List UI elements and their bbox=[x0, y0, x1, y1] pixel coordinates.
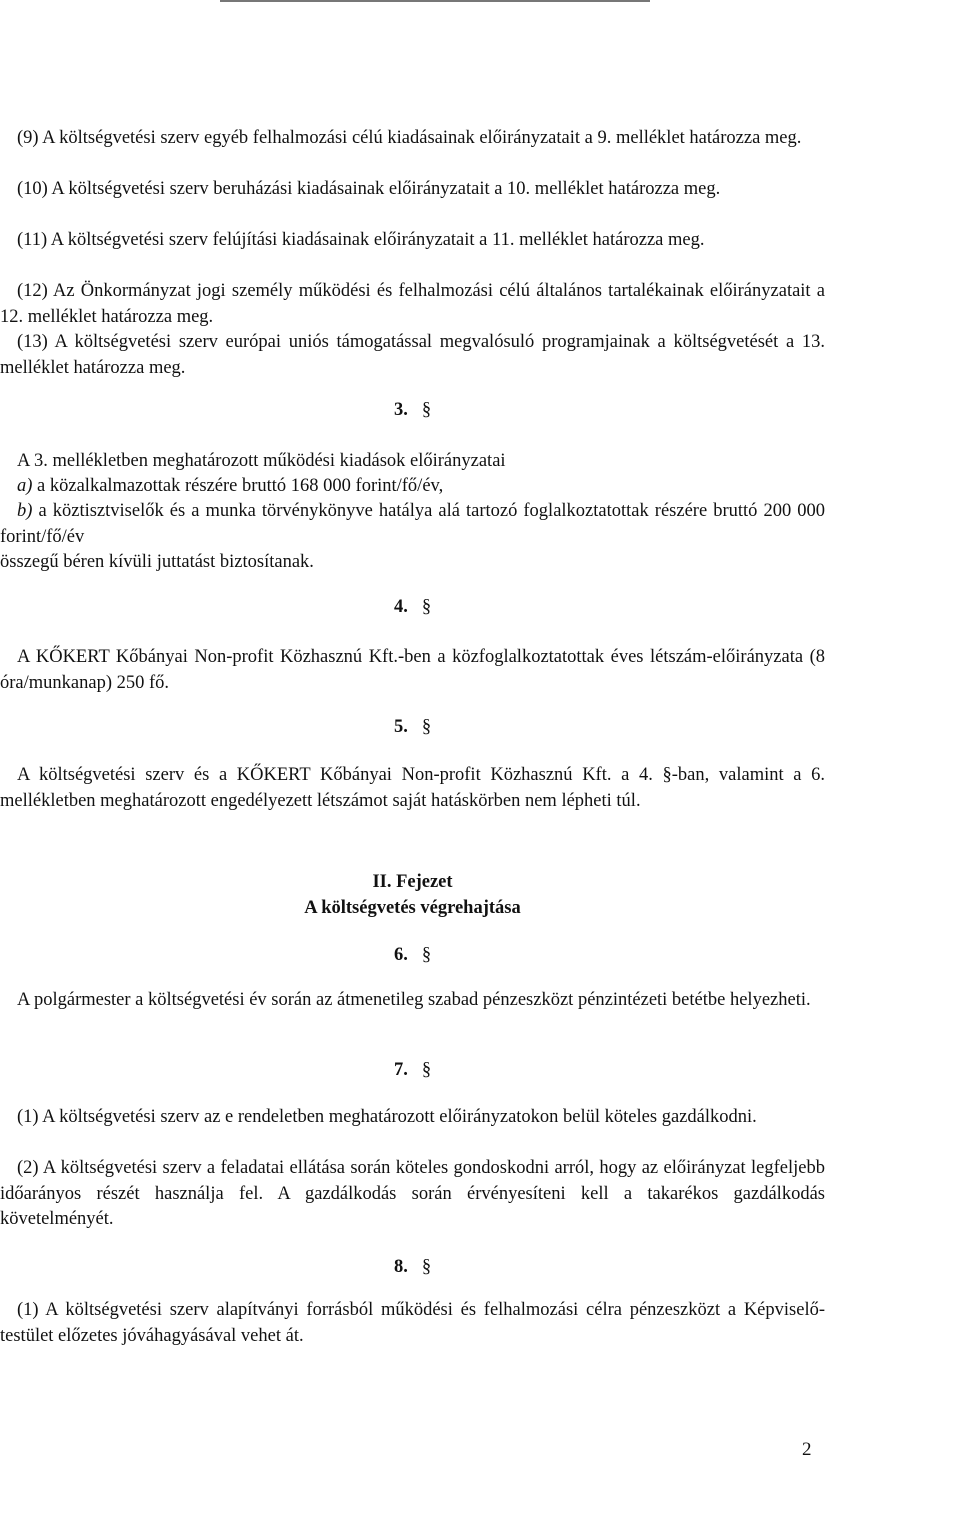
point-text: a közalkalmazottak részére bruttó 168 000 forint/fő/év, bbox=[32, 476, 444, 496]
section-7-heading bbox=[0, 1058, 825, 1084]
section-5-heading bbox=[0, 715, 825, 741]
paragraph-11: (11) A költségvetési szerv felújítási kiadásainak előirányzatait a 11. melléklet határozza meg. bbox=[17, 230, 705, 250]
section-4-heading bbox=[0, 595, 825, 621]
section-3-point-b bbox=[0, 499, 825, 550]
section-sign: § bbox=[421, 1060, 432, 1080]
section-5-text: A költségvetési szerv és a KŐKERT Kőbányai Non-profit Közhasznú Kft. a 4. §-ban, valamint a 6. mellékletben meghatározott engedélyezett létszámot saját hatáskörben nem lépheti túl. bbox=[0, 765, 825, 811]
section-3-outro: összegű béren kívüli juttatást biztosítanak. bbox=[0, 552, 314, 572]
section-number: 4. bbox=[393, 597, 408, 617]
chapter-number: II. Fejezet bbox=[372, 872, 453, 892]
section-sign: § bbox=[421, 597, 432, 617]
page-number: 2 bbox=[802, 1439, 812, 1460]
point-text: a köztisztviselők és a munka törvénykönyve hatálya alá tartozó foglalkoztatottak részére bruttó 200 000 forint/fő/év bbox=[0, 501, 825, 547]
section-sign: § bbox=[421, 400, 432, 420]
paragraph-10: (10) A költségvetési szerv beruházási kiadásainak előirányzatait a 10. melléklet határozza meg. bbox=[17, 179, 721, 199]
section-3-point-a bbox=[0, 474, 825, 500]
section-number: 3. bbox=[393, 400, 408, 420]
section-sign: § bbox=[421, 945, 432, 965]
section-8-paragraph-1: (1) A költségvetési szerv alapítványi forrásból működési és felhalmozási célra pénzeszközt a Képviselő-testület előzetes jóváhagyásával vehet át. bbox=[0, 1300, 825, 1346]
scan-edge-line bbox=[220, 0, 650, 2]
section-number: 5. bbox=[393, 717, 408, 737]
point-label: b) bbox=[17, 501, 33, 521]
section-3-intro: A 3. mellékletben meghatározott működési kiadások előirányzatai bbox=[17, 451, 506, 471]
section-number: 7. bbox=[393, 1060, 408, 1080]
section-7-paragraph-1: (1) A költségvetési szerv az e rendeletben meghatározott előirányzatokon belül köteles gazdálkodni. bbox=[17, 1107, 757, 1127]
section-6-heading bbox=[0, 943, 825, 969]
paragraph-12: (12) Az Önkormányzat jogi személy működési és felhalmozási célú általános tartalékainak előirányzatait a 12. melléklet határozza meg. bbox=[0, 281, 825, 327]
section-number: 8. bbox=[393, 1257, 408, 1277]
chapter-title: A költségvetés végrehajtása bbox=[304, 898, 521, 918]
section-8-heading bbox=[0, 1255, 825, 1281]
section-3-heading bbox=[0, 398, 825, 424]
section-7-paragraph-2: (2) A költségvetési szerv a feladatai ellátása során köteles gondoskodni arról, hogy az előirányzat legfeljebb időarányos részét használja fel. A gazdálkodás során érvényesíteni kell a takarékos gazdálkodás követelményét. bbox=[0, 1158, 825, 1229]
point-label: a) bbox=[17, 476, 33, 496]
section-6-text: A polgármester a költségvetési év során az átmenetileg szabad pénzeszközt pénzintézeti betétbe helyezheti. bbox=[17, 990, 811, 1010]
section-number: 6. bbox=[393, 945, 408, 965]
section-sign: § bbox=[421, 717, 432, 737]
section-sign: § bbox=[421, 1257, 432, 1277]
paragraph-13: (13) A költségvetési szerv európai uniós támogatással megvalósuló programjainak a költségvetését a 13. melléklet határozza meg. bbox=[0, 332, 825, 378]
paragraph-9: (9) A költségvetési szerv egyéb felhalmozási célú kiadásainak előirányzatait a 9. melléklet határozza meg. bbox=[17, 128, 802, 148]
section-4-text: A KŐKERT Kőbányai Non-profit Közhasznú Kft.-ben a közfoglalkoztatottak éves létszám-előirányzata (8 óra/munkanap) 250 fő. bbox=[0, 647, 825, 693]
